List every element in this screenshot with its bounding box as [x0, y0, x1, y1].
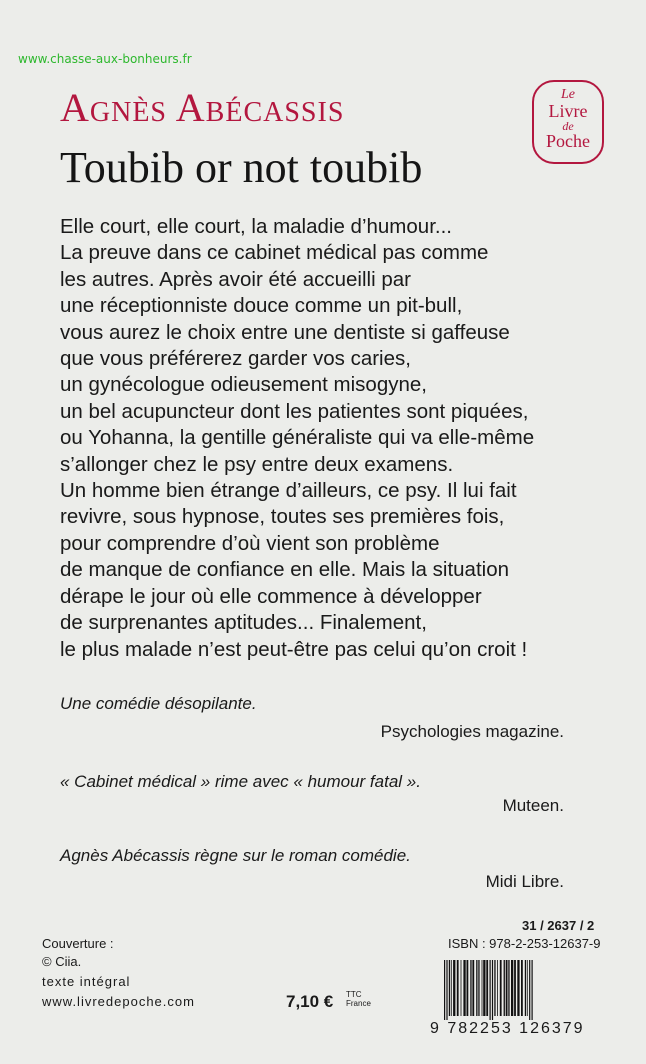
barcode-bar: [453, 960, 455, 1016]
barcode-bar: [532, 960, 533, 1020]
barcode-bar: [525, 960, 526, 1016]
blurb-line: revivre, sous hypnose, toutes ses premières fois,: [60, 505, 505, 529]
barcode-bar: [508, 960, 509, 1016]
author-name: Agnès Abécassis: [60, 85, 345, 130]
logo-line-2: Livre: [548, 101, 588, 121]
barcode-bar: [527, 960, 528, 1016]
logo-line-3: de: [562, 119, 574, 133]
barcode-bar: [451, 960, 452, 1016]
price-note: [346, 990, 371, 1008]
blurb-line: les autres. Après avoir été accueilli par: [60, 267, 411, 291]
barcode-bar: [444, 960, 445, 1020]
price-note-ttc: TTC: [346, 990, 362, 999]
watermark-url: www.chasse-aux-bonheurs.fr: [18, 52, 192, 66]
barcode-bar: [478, 960, 479, 1016]
cover-credit: © Ciia.: [42, 954, 82, 969]
barcode-digits: 9 782253 126379: [430, 1020, 585, 1037]
blurb-line: pour comprendre d’où vient son problème: [60, 531, 440, 555]
blurb-line: La preuve dans ce cabinet médical pas comme: [60, 241, 489, 265]
blurb-line: Elle court, elle court, la maladie d’humour...: [60, 215, 452, 238]
catalog-number: 31 / 2637 / 2: [522, 918, 595, 933]
blurb-line: un gynécologue odieusement misogyne,: [60, 373, 427, 397]
barcode-bar: [472, 960, 474, 1016]
barcode-bar: [482, 960, 483, 1016]
logo-line-1: Le: [561, 87, 575, 102]
barcode-bar: [500, 960, 502, 1016]
blurb-line: de manque de confiance en elle. Mais la situation: [60, 558, 510, 582]
logo-line-4: Poche: [546, 131, 590, 151]
blurb-line: une réceptionniste douce comme un pit-bull,: [60, 294, 463, 318]
barcode-bar: [463, 960, 465, 1016]
review-source: Midi Libre.: [485, 872, 564, 891]
barcode-bar: [529, 960, 530, 1020]
barcode-bar: [514, 960, 516, 1016]
barcode-bar: [506, 960, 508, 1016]
text-type: texte intégral: [42, 974, 131, 989]
blurb-line: vous aurez le choix entre une dentiste si gaffeuse: [60, 320, 510, 344]
barcode-bar: [457, 960, 459, 1016]
publisher-website: www.livredepoche.com: [42, 994, 195, 1009]
book-title: Toubib or not toubib: [60, 143, 423, 192]
barcode-bar: [517, 960, 519, 1016]
review-quote: Une comédie désopilante.: [60, 694, 257, 713]
publisher-logo: [532, 80, 604, 164]
barcode-bar: [446, 960, 447, 1020]
barcode-bar: [483, 960, 485, 1016]
review-source: Muteen.: [502, 796, 564, 815]
barcode-bar: [449, 960, 450, 1016]
barcode-bar: [490, 960, 491, 1020]
barcode-bar: [504, 960, 505, 1016]
barcode-bar: [511, 960, 513, 1016]
price-note-france: France: [346, 999, 371, 1008]
review-quote: « Cabinet médical » rime avec « humour fatal ».: [60, 772, 421, 791]
blurb-line: dérape le jour où elle commence à développer: [60, 584, 482, 608]
blurb-line: de surprenantes aptitudes... Finalement,: [60, 611, 427, 635]
isbn: ISBN : 978-2-253-12637-9: [448, 936, 601, 951]
blurb-line: que vous préférerez garder vos caries,: [60, 347, 411, 371]
barcode-bar: [497, 960, 498, 1016]
barcode-bar: [521, 960, 523, 1016]
blurb-line: le plus malade n’est peut-être pas celui qu’on croit !: [60, 637, 528, 661]
barcode-bar: [486, 960, 488, 1016]
blurb-line: Un homme bien étrange d’ailleurs, ce psy. Il lui fait: [60, 479, 517, 503]
blurb-line: un bel acupuncteur dont les patientes sont piquées,: [60, 399, 529, 423]
barcode-bar: [470, 960, 471, 1016]
blurb-line: s’allonger chez le psy entre deux examens.: [60, 452, 454, 476]
barcode-bar: [461, 960, 462, 1016]
back-cover-blurb: [60, 214, 580, 663]
blurb-line: ou Yohanna, la gentille généraliste qui va elle-même: [60, 426, 535, 450]
barcode-bar: [492, 960, 493, 1020]
barcode-bar: [476, 960, 477, 1016]
barcode-bar: [494, 960, 495, 1016]
review-source: Psychologies magazine.: [380, 722, 564, 741]
review-quote: Agnès Abécassis règne sur le roman comédie.: [60, 846, 411, 865]
price: 7,10 €: [286, 992, 334, 1011]
cover-label: Couverture :: [42, 936, 114, 951]
barcode-bar: [467, 960, 469, 1016]
